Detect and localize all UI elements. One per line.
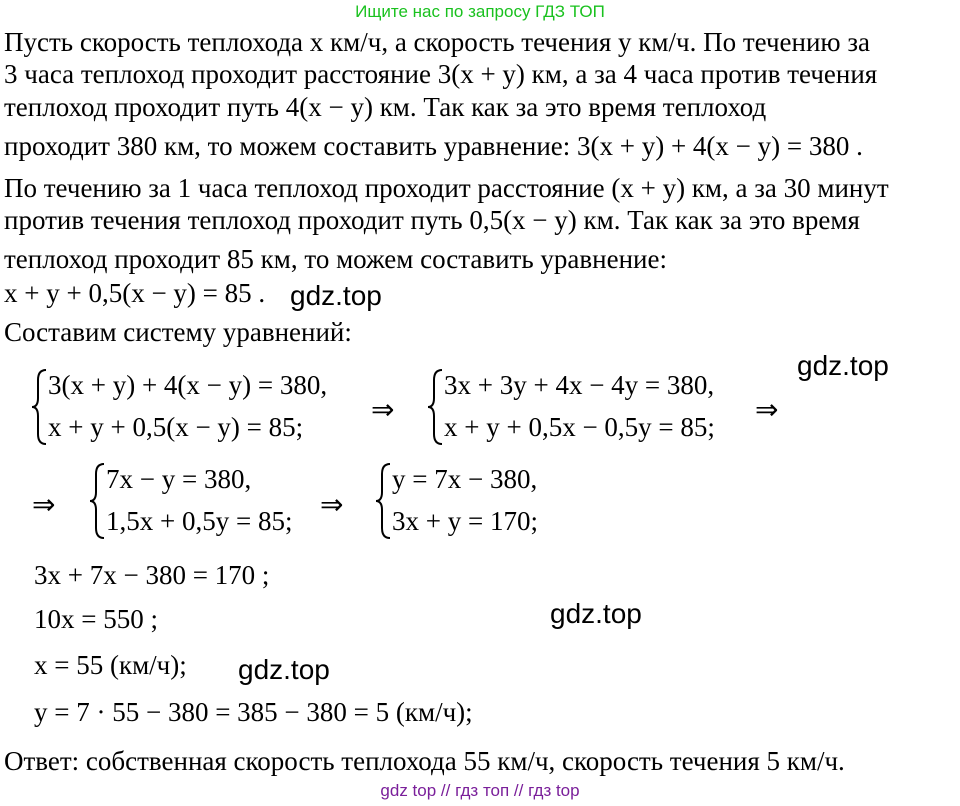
paragraph2-line3: теплоход проходит 85 км, то можем составить уравнение:: [4, 244, 667, 274]
implies-arrow: ⇒: [371, 393, 395, 426]
system-4-row-1: y = 7x − 380,: [392, 464, 538, 494]
equation-system-3: [88, 462, 318, 542]
equation-system-4: [374, 462, 574, 542]
system-4-row-2: 3x + y = 170;: [392, 506, 538, 536]
system-intro: Составим систему уравнений:: [4, 317, 352, 347]
implies-arrow: ⇒: [320, 488, 344, 521]
equation-system-2: [426, 368, 746, 448]
implies-arrow: ⇒: [32, 488, 56, 521]
paragraph2-equation: x + y + 0,5(x − y) = 85 .: [4, 278, 266, 308]
paragraph2-line2: против течения теплоход проходит путь 0,5(x − y) км. Так как за это время: [4, 205, 860, 235]
paragraph1-line4: проходит 380 км, то можем составить уравнение: 3(x + y) + 4(x − y) = 380 .: [4, 131, 863, 161]
paragraph2-line1: По течению за 1 часа теплоход проходит расстояние (x + y) км, а за 30 минут: [4, 173, 889, 203]
implies-arrow: ⇒: [755, 393, 779, 426]
watermark-bottom: gdz top // гдз топ // гдз top: [380, 781, 580, 800]
equation-system-1: [30, 368, 370, 448]
paragraph1-line3: теплоход проходит путь 4(x − y) км. Так как за это время теплоход: [4, 92, 767, 122]
system-1-row-1: 3(x + y) + 4(x − y) = 380,: [48, 370, 328, 400]
gdz-watermark: gdz.top: [290, 280, 382, 311]
system-2-row-2: x + y + 0,5x − 0,5y = 85;: [444, 412, 715, 442]
gdz-watermark: gdz.top: [797, 350, 889, 381]
gdz-watermark: gdz.top: [238, 654, 330, 685]
step-1: 3x + 7x − 380 = 170 ;: [34, 560, 270, 590]
answer: Ответ: собственная скорость теплохода 55 км/ч, скорость течения 5 км/ч.: [4, 746, 845, 776]
system-1-row-2: x + y + 0,5(x − y) = 85;: [48, 412, 304, 442]
system-3-row-1: 7x − y = 380,: [106, 464, 252, 494]
brace-icon: [30, 368, 48, 446]
gdz-watermark: gdz.top: [550, 598, 642, 629]
system-3-row-2: 1,5x + 0,5y = 85;: [106, 506, 293, 536]
step-3: x = 55 (км/ч);: [34, 650, 187, 680]
system-2-row-1: 3x + 3y + 4x − 4y = 380,: [444, 370, 715, 400]
watermark-top: Ищите нас по запросу ГДЗ ТОП: [355, 2, 605, 21]
step-2: 10x = 550 ;: [34, 604, 158, 634]
brace-icon: [88, 462, 106, 540]
paragraph1-line1: Пусть скорость теплохода x км/ч, а скорость течения y км/ч. По течению за: [4, 27, 870, 57]
step-4: y = 7 · 55 − 380 = 385 − 380 = 5 (км/ч);: [34, 697, 473, 727]
brace-icon: [374, 462, 392, 540]
paragraph1-line2: 3 часа теплоход проходит расстояние 3(x + y) км, а за 4 часа против течения: [4, 59, 878, 89]
brace-icon: [426, 368, 444, 446]
